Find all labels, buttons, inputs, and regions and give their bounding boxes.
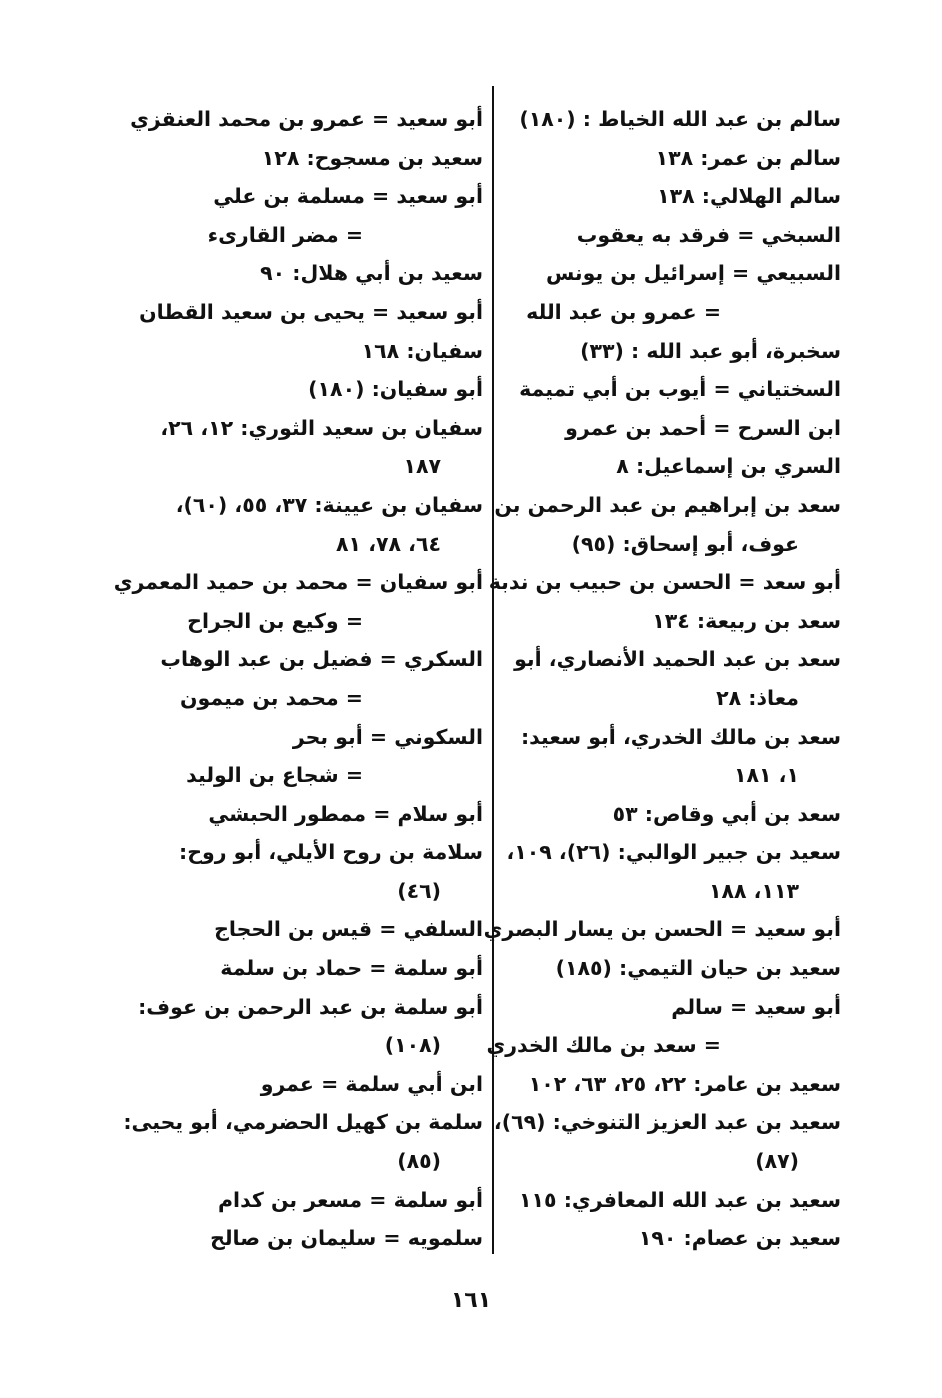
index-entry: سعيد بن مسجوح: ١٢٨ [261, 145, 483, 170]
index-entry: سعيد بن عصام: ١٩٠ [638, 1226, 841, 1251]
index-entry: = محمد بن ميمون [180, 685, 363, 710]
index-entry: معاذ: ٢٨ [716, 685, 799, 710]
index-entry: = شجاع بن الوليد [186, 763, 363, 788]
index-entry: أبو سفيان = محمد بن حميد المعمري [113, 570, 483, 595]
index-entry: سالم بن عبد الله الخياط : (١٨٠) [519, 107, 841, 131]
index-entry: سعيد بن جبير الوالبي: (٢٦)، ١٠٩، [506, 840, 841, 865]
index-entry: ٦٤، ٧٨، ٨١ [336, 531, 441, 556]
index-entry: أبو سعيد = يحيى بن سعيد القطان [139, 299, 483, 324]
index-entry: (١٠٨) [384, 1033, 441, 1058]
index-entry: سعيد بن أبي هلال: ٩٠ [260, 261, 483, 286]
index-entry: السختياني = أيوب بن أبي تميمة [519, 377, 841, 402]
index-entry: أبو سلام = ممطور الحبشي [208, 801, 483, 826]
index-column-right [483, 100, 841, 1258]
index-entry: أبو سلمة = مسعر بن كدام [218, 1187, 483, 1212]
index-entry: أبو سلمة بن عبد الرحمن بن عوف: [138, 994, 483, 1019]
index-entry: عوف، أبو إسحاق: (٩٥) [571, 531, 799, 556]
index-entry: سعيد بن عبد الله المعافري: ١١٥ [519, 1187, 841, 1212]
index-entry: سعد بن إبراهيم بن عبد الرحمن بن [494, 492, 841, 517]
index-entry: السبخي = فرقد به يعقوب [576, 222, 841, 247]
index-column-left [113, 100, 483, 1258]
index-entry: سفيان: ١٦٨ [361, 338, 483, 363]
index-entry: (٨٥) [397, 1149, 441, 1174]
index-entry: (٤٦) [397, 878, 441, 903]
index-entry: ١١٣، ١٨٨ [708, 878, 799, 903]
index-entry: ابن السرح = أحمد بن عمرو [565, 415, 841, 440]
index-entry: أبو سعيد = سالم [671, 994, 841, 1019]
index-entry: أبو سلمة = حماد بن سلمة [220, 956, 483, 981]
page-number: ١٦١ [450, 1288, 492, 1313]
index-entry: سفيان بن سعيد الثوري: ١٢، ٢٦، [160, 415, 483, 440]
index-entry: سعيد بن عامر: ٢٢، ٢٥، ٦٣، ١٠٢ [528, 1071, 841, 1096]
index-entry: سعد بن ربيعة: ١٣٤ [652, 608, 841, 633]
index-entry: سعيد بن عبد العزيز التنوخي: (٦٩)، [493, 1110, 841, 1135]
index-entry: سعد بن عبد الحميد الأنصاري، أبو [514, 647, 841, 672]
index-entry: السلفي = قيس بن الحجاج [214, 917, 483, 942]
index-entry: سعد بن مالك الخدري، أبو سعيد: [520, 724, 841, 749]
index-entry: سلامة بن روح الأيلي، أبو روح: [179, 840, 483, 865]
index-entry: سلمة بن كهيل الحضرمي، أبو يحيى: [123, 1110, 483, 1135]
index-entry: ابن أبي سلمة = عمرو [260, 1071, 483, 1096]
index-entry: السري بن إسماعيل: ٨ [616, 454, 841, 479]
column-divider [492, 86, 494, 1254]
index-entry: سلمويه = سليمان بن صالح [210, 1226, 483, 1251]
index-entry: أبو سعيد = عمرو بن محمد العنقزي [130, 107, 483, 131]
index-entry: أبو سفيان: (١٨٠) [308, 377, 483, 402]
index-entry: = سعد بن مالك الخدري [486, 1033, 721, 1058]
index-entry: سفيان بن عيينة: ٣٧، ٥٥، (٦٠)، [175, 492, 483, 517]
index-entry: السبيعي = إسرائيل بن يونس [545, 261, 841, 286]
index-entry: السكوني = أبو بحر [292, 724, 483, 749]
index-entry: ١، ١٨١ [734, 763, 799, 788]
index-entry: السكري = فضيل بن عبد الوهاب [160, 647, 483, 672]
index-entry: سالم الهلالي: ١٣٨ [657, 184, 841, 209]
index-entry: = عمرو بن عبد الله [526, 299, 721, 324]
index-entry: سعد بن أبي وقاص: ٥٣ [612, 801, 841, 826]
index-entry: (٨٧) [755, 1149, 799, 1174]
index-entry: ١٨٧ [403, 454, 441, 479]
index-entry: = مضر القارىء [207, 222, 363, 247]
index-entry: سعيد بن حيان التيمي: (١٨٥) [555, 956, 841, 981]
index-entry: أبو سعيد = مسلمة بن علي [213, 184, 483, 209]
index-entry: أبو سعد = الحسن بن حبيب بن ندبة [488, 570, 841, 595]
index-entry: سخبرة، أبو عبد الله : (٣٣) [580, 338, 841, 363]
index-entry: أبو سعيد = الحسن بن يسار البصري [483, 917, 841, 942]
index-entry: سالم بن عمر: ١٣٨ [655, 145, 841, 170]
index-entry: = وكيع بن الجراح [187, 608, 363, 633]
